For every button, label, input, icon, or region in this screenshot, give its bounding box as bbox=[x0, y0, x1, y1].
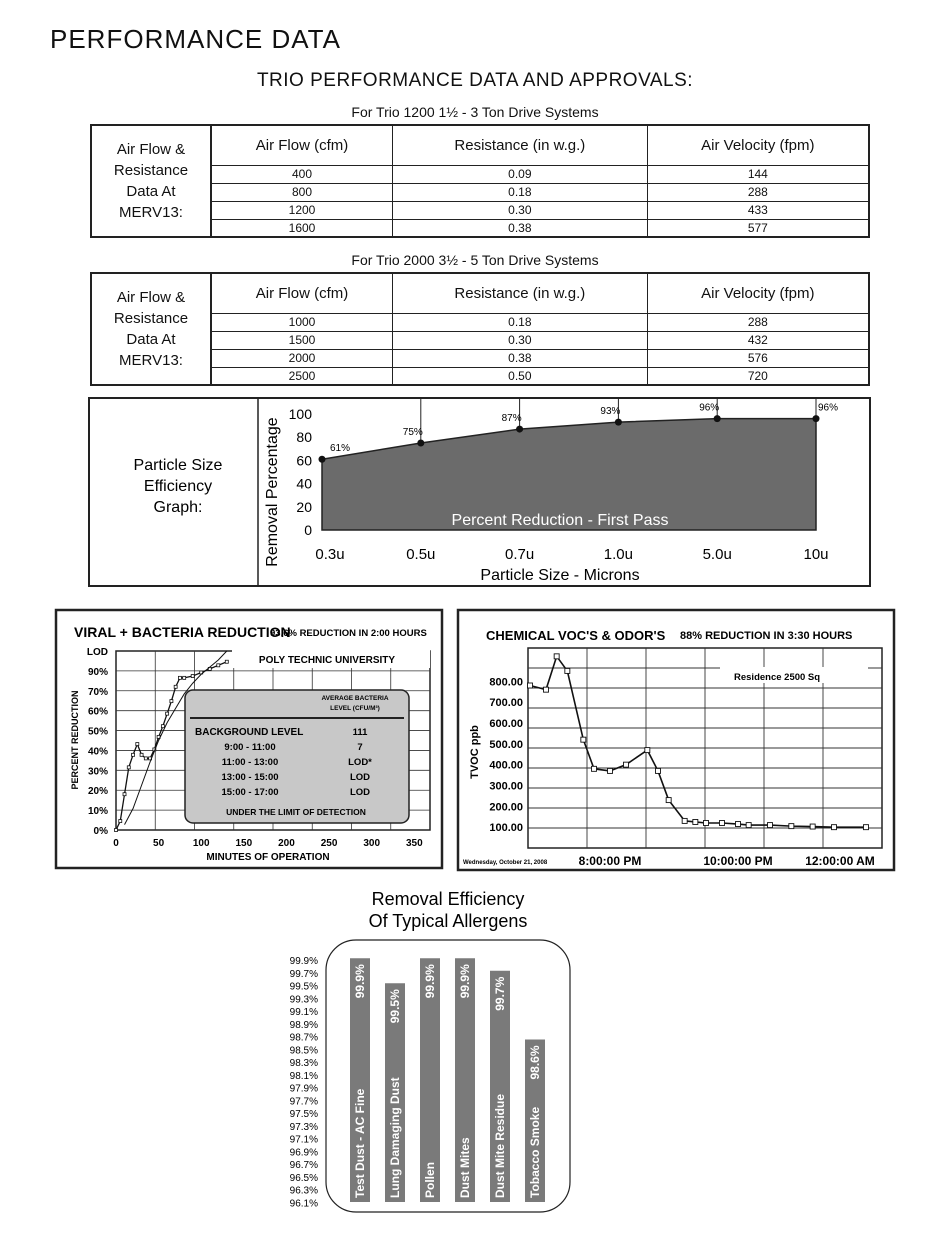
allergen-category-label: Dust Mite Residue bbox=[493, 1093, 507, 1198]
voc-ytick: 800.00 bbox=[489, 676, 523, 689]
particle-ytick: 100 bbox=[288, 406, 312, 422]
table-cell: 1600 bbox=[211, 219, 393, 237]
particle-ytick: 0 bbox=[304, 522, 312, 538]
particle-side-label: Efficiency bbox=[143, 478, 213, 495]
allergen-value-label: 99.9% bbox=[353, 964, 367, 999]
particle-side-label: Particle Size bbox=[133, 457, 223, 474]
table-cell: 720 bbox=[647, 367, 869, 385]
voc-series-marker bbox=[682, 818, 687, 823]
viral-inset-footnote: UNDER THE LIMIT OF DETECTION bbox=[226, 807, 366, 817]
voc-series-marker bbox=[554, 654, 559, 659]
particle-value-label: 96% bbox=[818, 402, 839, 414]
viral-inset-row-value: LOD bbox=[349, 772, 371, 783]
particle-xtick: 0.5u bbox=[406, 546, 436, 563]
table-cell: 144 bbox=[647, 165, 869, 183]
viral-series-marker bbox=[144, 757, 147, 760]
viral-series-marker bbox=[166, 712, 169, 715]
viral-xtick: 200 bbox=[278, 838, 295, 849]
allergen-category-label: Tobacco Smoke bbox=[528, 1106, 542, 1198]
particle-ytick: 40 bbox=[296, 475, 312, 492]
viral-inset-header: AVERAGE BACTERIA bbox=[321, 695, 389, 702]
voc-series-marker bbox=[810, 824, 815, 829]
voc-date-label: Wednesday, October 21, 2008 bbox=[463, 860, 548, 866]
particle-area-label: Percent Reduction - First Pass bbox=[451, 512, 669, 529]
table-2-header-velocity: Air Velocity (fpm) bbox=[647, 273, 869, 313]
particle-xtick: 5.0u bbox=[702, 546, 732, 563]
particle-ytick: 20 bbox=[296, 498, 312, 515]
particle-point bbox=[714, 415, 721, 422]
particle-ytick: 60 bbox=[296, 452, 312, 469]
section-heading: TRIO PERFORMANCE DATA AND APPROVALS: bbox=[256, 70, 694, 91]
viral-inset-row-label: 13:00 - 15:00 bbox=[221, 772, 279, 783]
table-cell: 0.30 bbox=[393, 201, 648, 219]
voc-series-marker bbox=[832, 825, 837, 830]
viral-ytick: 10% bbox=[87, 806, 108, 818]
allergen-ytick: 99.7% bbox=[289, 968, 318, 980]
voc-series-marker bbox=[544, 687, 549, 692]
particle-xlabel: Particle Size - Microns bbox=[480, 567, 640, 584]
voc-series-marker bbox=[768, 823, 773, 828]
voc-title: CHEMICAL VOC'S & ODOR'S bbox=[486, 628, 666, 643]
allergen-ytick: 96.9% bbox=[289, 1147, 318, 1159]
viral-institution: POLY TECHNIC UNIVERSITY bbox=[258, 655, 396, 666]
table-1-row-label: Air Flow & Resistance Data At MERV13: bbox=[91, 125, 211, 237]
voc-series-marker bbox=[704, 821, 709, 826]
allergen-title: Removal Efficiency bbox=[371, 889, 525, 909]
table-cell: 2500 bbox=[211, 367, 393, 385]
allergen-ytick: 96.5% bbox=[289, 1172, 318, 1184]
table-cell: 432 bbox=[647, 331, 869, 349]
viral-series-marker bbox=[217, 664, 220, 667]
voc-xtick: 12:00:00 AM bbox=[805, 854, 875, 868]
table-cell: 576 bbox=[647, 349, 869, 367]
particle-point bbox=[813, 415, 820, 422]
allergen-ytick: 97.1% bbox=[289, 1134, 318, 1146]
voc-ytick: 600.00 bbox=[489, 718, 523, 730]
viral-series-marker bbox=[136, 743, 139, 746]
table-2-subtitle: For Trio 2000 3½ - 5 Ton Drive Systems bbox=[351, 252, 599, 268]
voc-ytick: 700.00 bbox=[489, 697, 523, 710]
particle-value-label: 75% bbox=[402, 427, 423, 438]
table-2-row-label: Air Flow & Resistance Data At MERV13: bbox=[91, 273, 211, 385]
allergen-category-label: Pollen bbox=[423, 1161, 437, 1198]
table-cell: 0.18 bbox=[393, 183, 648, 201]
table-cell: 0.38 bbox=[393, 219, 648, 237]
table-cell: 400 bbox=[211, 165, 393, 183]
table-1-header-velocity: Air Velocity (fpm) bbox=[647, 125, 869, 165]
allergen-value-label: 99.7% bbox=[493, 976, 507, 1011]
voc-series-marker bbox=[645, 748, 650, 753]
particle-xtick: 0.7u bbox=[504, 546, 535, 563]
voc-series-marker bbox=[624, 762, 629, 767]
particle-value-label: 61% bbox=[330, 443, 351, 455]
voc-ytick: 500.00 bbox=[489, 738, 523, 751]
viral-ytick: 70% bbox=[87, 686, 108, 698]
table-cell: 1200 bbox=[211, 201, 393, 219]
allergen-ytick: 97.5% bbox=[289, 1109, 318, 1120]
viral-ytick: 0% bbox=[93, 826, 108, 837]
viral-inset-row-value: 111 bbox=[352, 727, 368, 738]
allergen-ytick: 99.5% bbox=[289, 981, 318, 993]
table-cell: 577 bbox=[647, 219, 869, 237]
viral-xlabel: MINUTES OF OPERATION bbox=[206, 852, 330, 863]
viral-series-marker bbox=[115, 829, 118, 832]
voc-ylabel: TVOC ppb bbox=[469, 725, 481, 779]
allergen-ytick: 98.7% bbox=[289, 1032, 318, 1044]
allergen-ytick: 98.1% bbox=[289, 1070, 318, 1082]
viral-inset-header: LEVEL (CFU/M³) bbox=[330, 705, 380, 712]
voc-ytick: 400.00 bbox=[489, 759, 523, 772]
table-cell: 0.38 bbox=[393, 349, 648, 367]
table-1-subtitle: For Trio 1200 1½ - 3 Ton Drive Systems bbox=[351, 104, 599, 120]
viral-inset-row-label: 15:00 - 17:00 bbox=[221, 787, 279, 798]
viral-xtick: 150 bbox=[235, 838, 253, 849]
voc-xtick: 10:00:00 PM bbox=[703, 854, 773, 868]
viral-inset-row-label: BACKGROUND LEVEL bbox=[195, 727, 304, 738]
table-cell: 1000 bbox=[211, 313, 393, 331]
viral-ytick: LOD bbox=[86, 647, 108, 658]
allergen-ytick: 96.3% bbox=[289, 1185, 318, 1197]
table-cell: 0.50 bbox=[393, 367, 648, 385]
table-cell: 0.30 bbox=[393, 331, 648, 349]
allergen-ytick: 97.9% bbox=[289, 1083, 318, 1095]
table-1-header-airflow: Air Flow (cfm) bbox=[211, 125, 393, 165]
voc-series-marker bbox=[608, 768, 613, 773]
allergen-ytick: 99.3% bbox=[289, 994, 318, 1006]
viral-ytick: 90% bbox=[87, 666, 108, 678]
viral-xtick: 300 bbox=[363, 838, 381, 849]
table-cell: 288 bbox=[647, 313, 869, 331]
particle-point bbox=[417, 440, 424, 447]
voc-subtitle: 88% REDUCTION IN 3:30 HOURS bbox=[680, 630, 853, 642]
allergen-ytick: 99.1% bbox=[289, 1007, 318, 1018]
particle-value-label: 93% bbox=[600, 406, 621, 418]
viral-xtick: 100 bbox=[192, 838, 210, 849]
table-cell: 288 bbox=[647, 183, 869, 201]
allergen-category-label: Dust Mites bbox=[458, 1137, 472, 1198]
viral-ylabel: PERCENT REDUCTION bbox=[70, 690, 80, 790]
table-2-header-resistance: Resistance (in w.g.) bbox=[393, 273, 648, 313]
allergen-ytick: 98.5% bbox=[289, 1045, 318, 1057]
allergen-title: Of Typical Allergens bbox=[368, 911, 528, 931]
viral-series-marker bbox=[178, 676, 181, 679]
voc-series-marker bbox=[864, 825, 869, 830]
voc-legend: Residence 2500 Sq bbox=[734, 672, 821, 683]
particle-value-label: 87% bbox=[501, 413, 522, 425]
allergen-ytick: 99.9% bbox=[289, 956, 318, 967]
viral-series-marker bbox=[127, 766, 130, 769]
voc-series-marker bbox=[720, 821, 725, 826]
voc-series-marker bbox=[581, 737, 586, 742]
viral-ytick: 60% bbox=[87, 706, 108, 718]
viral-series-marker bbox=[161, 725, 164, 728]
table-cell: 0.09 bbox=[393, 165, 648, 183]
viral-inset-row-value: LOD* bbox=[348, 757, 372, 768]
particle-point bbox=[615, 419, 622, 426]
allergen-category-label: Lung Damaging Dust bbox=[388, 1077, 402, 1198]
voc-series-marker bbox=[736, 822, 741, 827]
viral-inset-row-label: 11:00 - 13:00 bbox=[221, 757, 279, 768]
allergen-value-label: 99.5% bbox=[388, 989, 402, 1024]
viral-ytick: 50% bbox=[87, 726, 108, 738]
page-title: PERFORMANCE DATA bbox=[50, 24, 341, 54]
table-2-header-airflow: Air Flow (cfm) bbox=[211, 273, 393, 313]
particle-value-label: 96% bbox=[699, 402, 720, 414]
viral-ytick: 20% bbox=[87, 786, 108, 798]
particle-xtick: 10u bbox=[803, 546, 829, 563]
allergen-category-label: Test Dust - AC Fine bbox=[353, 1088, 367, 1198]
voc-series-marker bbox=[528, 683, 533, 688]
voc-series-marker bbox=[592, 766, 597, 771]
particle-xtick: 0.3u bbox=[315, 546, 345, 563]
voc-series-marker bbox=[746, 823, 751, 828]
table-cell: 1500 bbox=[211, 331, 393, 349]
voc-ytick: 300.00 bbox=[489, 780, 523, 793]
viral-inset-row-value: LOD bbox=[349, 787, 371, 798]
voc-series-marker bbox=[693, 819, 698, 824]
voc-series-marker bbox=[656, 768, 661, 773]
viral-series-marker bbox=[225, 660, 228, 663]
table-cell: 0.18 bbox=[393, 313, 648, 331]
viral-series-marker bbox=[183, 676, 186, 679]
allergen-ytick: 97.7% bbox=[289, 1096, 318, 1108]
voc-ytick: 200.00 bbox=[489, 801, 523, 814]
viral-ytick: 40% bbox=[87, 746, 108, 758]
allergen-ytick: 98.3% bbox=[289, 1058, 318, 1069]
allergen-value-label: 98.6% bbox=[528, 1045, 542, 1080]
table-cell: 2000 bbox=[211, 349, 393, 367]
viral-series-marker bbox=[123, 793, 126, 796]
viral-series-marker bbox=[191, 675, 194, 678]
voc-xtick: 8:00:00 PM bbox=[578, 854, 642, 868]
viral-title: VIRAL + BACTERIA REDUCTION bbox=[74, 624, 291, 640]
particle-ytick: 80 bbox=[296, 429, 312, 446]
table-1-header-resistance: Resistance (in w.g.) bbox=[393, 125, 648, 165]
voc-series-marker bbox=[666, 798, 671, 803]
allergen-value-label: 99.9% bbox=[458, 964, 472, 999]
viral-ytick: 30% bbox=[87, 766, 108, 778]
allergen-ytick: 96.1% bbox=[289, 1198, 318, 1210]
particle-point bbox=[319, 456, 326, 463]
particle-point bbox=[516, 426, 523, 433]
viral-subtitle: 93.6% REDUCTION IN 2:00 HOURS bbox=[270, 628, 427, 639]
viral-series-marker bbox=[170, 700, 173, 703]
viral-inset-row-value: 7 bbox=[357, 742, 363, 753]
table-cell: 433 bbox=[647, 201, 869, 219]
viral-series-marker bbox=[174, 685, 177, 688]
voc-series-marker bbox=[789, 824, 794, 829]
viral-xtick: 250 bbox=[320, 838, 338, 849]
particle-ylabel: Removal Percentage bbox=[264, 417, 281, 567]
voc-series-marker bbox=[565, 668, 570, 673]
allergen-ytick: 96.7% bbox=[289, 1160, 318, 1171]
viral-xtick: 50 bbox=[153, 838, 165, 849]
particle-xtick: 1.0u bbox=[603, 546, 634, 563]
viral-series-marker bbox=[119, 820, 122, 823]
table-cell: 800 bbox=[211, 183, 393, 201]
viral-inset-row-label: 9:00 - 11:00 bbox=[224, 742, 276, 753]
voc-ytick: 100.00 bbox=[489, 822, 523, 835]
viral-series-marker bbox=[140, 753, 143, 756]
viral-series-marker bbox=[132, 753, 135, 756]
viral-xtick: 350 bbox=[405, 838, 423, 849]
allergen-ytick: 97.3% bbox=[289, 1121, 318, 1133]
allergen-value-label: 99.9% bbox=[423, 964, 437, 999]
particle-side-label: Graph: bbox=[153, 499, 203, 516]
viral-xtick: 0 bbox=[113, 838, 119, 849]
allergen-ytick: 98.9% bbox=[289, 1019, 318, 1031]
